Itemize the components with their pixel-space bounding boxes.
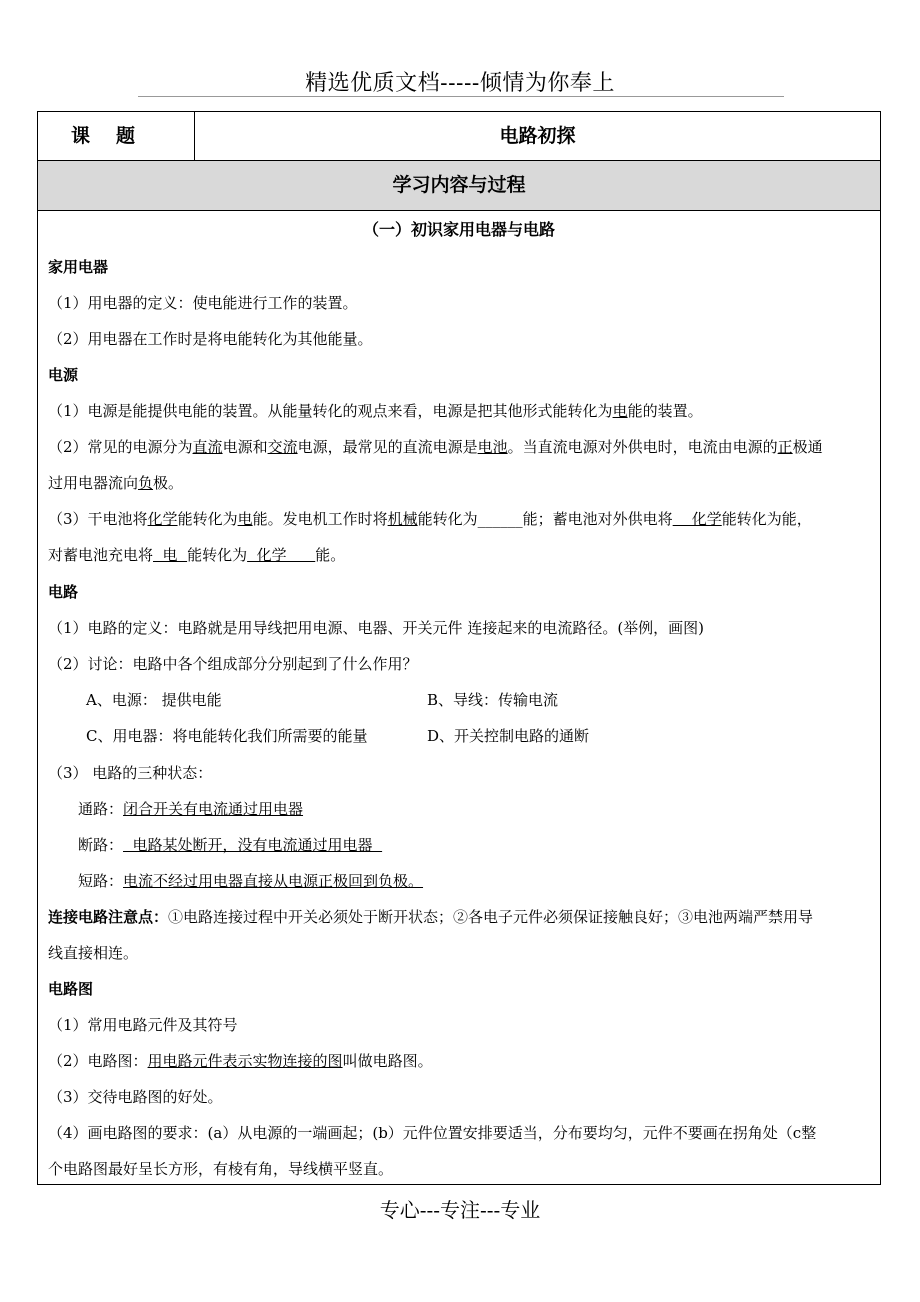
text: 电源和 [222,438,268,456]
text: 能转化为 [187,546,248,564]
page-footer: 专心---专注---专业 [379,1198,541,1222]
answer: 电 [612,402,628,420]
text: 能的装置。 [627,402,703,420]
role-appliance: C、用电器：将电能转化我们所需要的能量 [86,727,368,745]
text: 。当直流电源对外供电时，电流由电源的 [507,438,778,456]
text: 电源，最常见的直流电源是 [297,438,478,456]
text: （1）电源是能提供电能的装置。从能量转化的观点来看，电源是把其他形式能转化为 [48,402,613,420]
state-label: 通路： [78,800,124,818]
power-item-2-cont [48,473,876,493]
text: 叫做电路图。 [342,1052,433,1070]
answer: 机械 [387,510,418,528]
state-text: 电路某处断开，没有电流通过用电器 [123,836,383,854]
appliances-item-2: （2）用电器在工作时是将电能转化为其他能量。 [48,330,373,348]
power-item-3 [48,509,876,529]
state-label: 短路： [78,872,124,890]
text: 能转化为 [177,510,238,528]
text: 能；蓄电池对外供电将 [522,510,673,528]
state-open [78,835,876,855]
text: 极。 [153,474,184,492]
state-closed [78,799,876,819]
state-text: 闭合开关有电流通过用电器 [123,800,304,818]
lesson-table [37,111,881,1185]
circuit-item-1: （1）电路的定义：电路就是用导线把用电源、电器、开关元件 连接起来的电流路径。(举例，画图) [48,619,705,637]
notes-cont: 线直接相连。 [48,944,139,962]
diagram-heading: 电路图 [48,980,94,998]
diagram-item-3: （3）交待电路图的好处。 [48,1088,223,1106]
text: 极通 [792,438,823,456]
circuit-roles-row-1 [86,690,876,710]
answer: 用电路元件表示实物连接的图 [147,1052,343,1070]
diagram-item-2 [48,1051,876,1071]
answer: 交流 [267,438,298,456]
answer: 化学 [147,510,178,528]
power-heading: 电源 [48,366,79,384]
page-header: 精选优质文档-----倾情为你奉上 [305,71,615,96]
power-item-3-cont [48,545,876,565]
title-row [38,112,880,161]
appliances-heading: 家用电器 [48,258,109,276]
answer: 化学 [672,510,722,528]
role-switch: D、开关控制电路的通断 [427,727,590,745]
role-wire: B、导线：传输电流 [427,691,559,709]
text: 能。 [315,546,346,564]
notes [48,907,876,927]
text: （3）干电池将 [48,510,148,528]
appliances-item-1: （1）用电器的定义：使电能进行工作的装置。 [48,294,358,312]
text: 过用电器流向 [48,474,139,492]
state-text: 电流不经过用电器直接从电源正极回到负极。 [123,872,424,890]
diagram-item-4-cont: 个电路图最好呈长方形，有棱有角，导线横平竖直。 [48,1160,394,1178]
text: 能转化为能， [721,510,812,528]
text: 对蓄电池充电将 [48,546,154,564]
lesson-title: 电路初探 [499,125,576,147]
blank: ______ [477,510,523,528]
title-label: 课题 [38,112,195,160]
section-title: 学习内容与过程 [38,161,880,211]
power-item-2 [48,437,876,457]
notes-label: 连接电路注意点： [48,908,169,926]
state-short [78,871,876,891]
answer: 负 [138,474,154,492]
text: （2）常见的电源分为 [48,438,193,456]
circuit-item-3: （3） 电路的三种状态： [48,764,213,782]
notes-text: ①电路连接过程中开关必须处于断开状态；②各电子元件必须保证接触良好；③电池两端严禁用导 [168,908,814,926]
answer: 电 [153,546,188,564]
answer: 化学 [247,546,316,564]
text: 能转化为 [417,510,478,528]
header-rule [138,96,784,97]
role-power: A、电源： 提供电能 [86,691,222,709]
answer: 电池 [477,438,508,456]
text: （2）电路图： [48,1052,148,1070]
circuit-item-2: （2）讨论：电路中各个组成部分分别起到了什么作用？ [48,655,418,673]
answer: 正 [777,438,793,456]
diagram-item-4: （4）画电路图的要求：(a）从电源的一端画起；(b）元件位置安排要适当，分布要均匀，元件不要画在拐角处（c整 [48,1124,817,1142]
circuit-heading: 电路 [48,583,79,601]
answer: 电 [237,510,253,528]
answer: 直流 [192,438,223,456]
power-item-1 [48,401,876,421]
diagram-item-1: （1）常用电路元件及其符号 [48,1016,238,1034]
text: 能。发电机工作时将 [252,510,388,528]
state-label: 断路： [78,836,124,854]
circuit-roles-row-2 [86,726,876,746]
part-title: （一）初识家用电器与电路 [362,220,555,239]
